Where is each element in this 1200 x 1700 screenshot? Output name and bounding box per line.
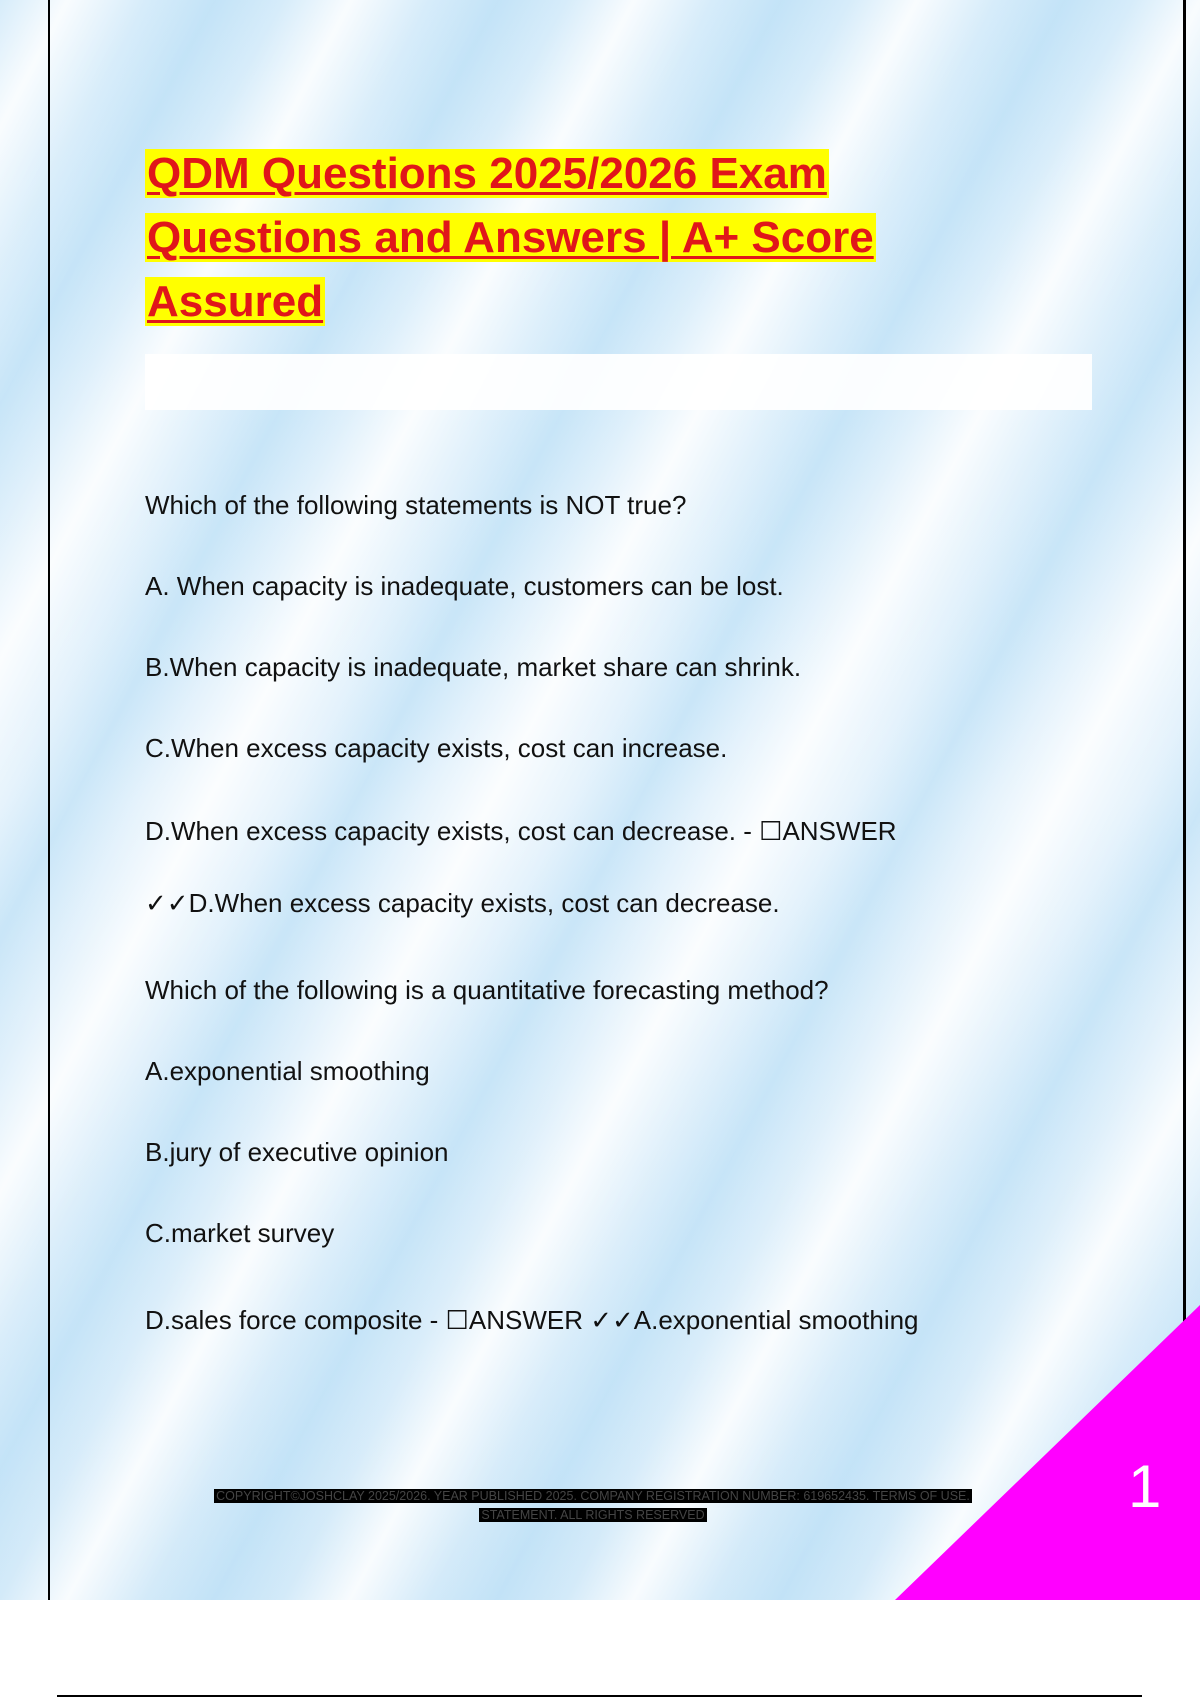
blank-banner: [145, 354, 1092, 410]
document-title: [145, 142, 975, 334]
left-margin-rule: [48, 0, 50, 1600]
question-2-option-c: C.market survey: [145, 1218, 335, 1248]
title-line-2: Questions and Answers | A+ Score: [147, 213, 874, 262]
copyright-line-2: STATEMENT. ALL RIGHTS RESERVED: [481, 1508, 705, 1522]
question-1-option-d: D.When excess capacity exists, cost can decrease. - ☐ANSWER: [145, 816, 897, 846]
question-1-option-b: B.When capacity is inadequate, market share can shrink.: [145, 652, 802, 682]
title-line-3: Assured: [147, 277, 324, 326]
question-1-option-c: C.When excess capacity exists, cost can increase.: [145, 733, 728, 763]
copyright-footer: [178, 1487, 1008, 1525]
title-line-1: QDM Questions 2025/2026 Exam: [147, 149, 827, 198]
question-2: Which of the following is a quantitative forecasting method?: [145, 975, 829, 1005]
page-separator-rule: [57, 1695, 1142, 1697]
question-2-option-a: A.exponential smoothing: [145, 1056, 430, 1086]
question-1: Which of the following statements is NOT true?: [145, 490, 687, 520]
question-2-option-b: B.jury of executive opinion: [145, 1137, 449, 1167]
question-1-option-a: A. When capacity is inadequate, customers can be lost.: [145, 571, 784, 601]
copyright-line-1: COPYRIGHT©JOSHCLAY 2025/2026. YEAR PUBLISHED 2025. COMPANY REGISTRATION NUMBER: 619652435. TERMS OF USE.: [216, 1489, 970, 1503]
page-number: 1: [1128, 1453, 1162, 1520]
question-1-answer: ✓✓D.When excess capacity exists, cost can decrease.: [145, 888, 780, 918]
question-2-option-d-answer: D.sales force composite - ☐ANSWER ✓✓A.exponential smoothing: [145, 1305, 919, 1335]
